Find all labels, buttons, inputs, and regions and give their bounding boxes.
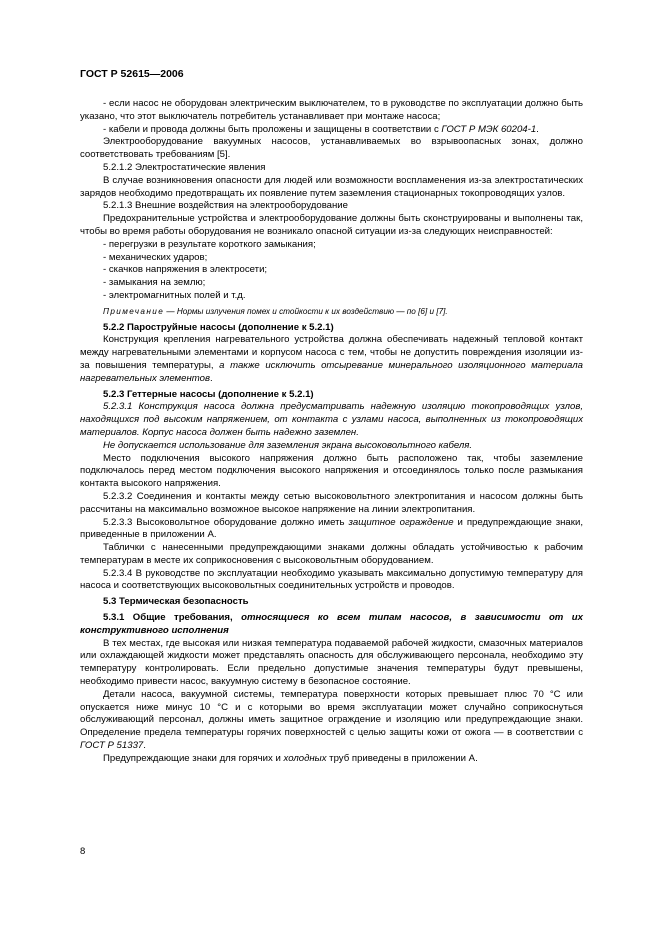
paragraph	[80, 517, 583, 543]
document-body	[80, 98, 583, 766]
paragraph	[80, 491, 583, 517]
paragraph	[80, 200, 583, 213]
text-run: - если насос не оборудован электрическим выключателем, то в руководстве по эксплуатации должно быть указано, что этот выключатель потребитель устанавливает при монтаже насоса;	[80, 98, 583, 122]
paragraph	[80, 124, 583, 137]
text-run: ГОСТ Р 51337	[80, 740, 144, 752]
paragraph	[80, 689, 583, 753]
text-run: 5.3.1 Общие требования,	[103, 612, 242, 624]
text-run: Конструкция крепления нагревательного устройства должна обеспечивать надежный тепловой контакт между нагревательными элементами и корпусом насоса с тем, чтобы не допустить повреждения изоляции из-за повышения температуры,	[80, 334, 583, 371]
paragraph	[80, 453, 583, 491]
paragraph	[80, 136, 583, 162]
text-run: - замыкания на землю;	[103, 277, 206, 289]
text-run: — Нормы излучения помех и стойкости к их воздействию — по [6] и [7].	[164, 306, 448, 316]
text-run: 5.2.3.4 В руководстве по эксплуатации необходимо указывать максимально допустимую температуру для насоса и соответствующих высоковольтных соединительных устройств и проводов.	[80, 567, 583, 592]
text-run: Детали насоса, вакуумной системы, температура поверхности которых превышает плюс 70 °С или опускается ниже минус 10 °С и с которыми во время эксплуатации может случайно соприкоснуться обслуживающий персонал, должны иметь защитное ограждение и изоляцию или предупреждающие знаки. Определение предела температуры горячих поверхностей с целью защиты кожи от ожога — в соответствии с	[80, 688, 583, 739]
paragraph	[80, 290, 583, 303]
section-heading	[80, 612, 583, 638]
text-run: а также исключить отсыревание минерального изоляционного материала нагревательных элементов	[80, 359, 583, 384]
text-run: Предохранительные устройства и электрооборудование должны быть сконструированы и выполнены так, чтобы во время работы оборудования не возникало опасной ситуации из-за следующих неисправностей:	[80, 213, 583, 237]
text-run: 5.2.3.1 Конструкция насоса должна предусматривать надежную изоляцию токопроводящих узлов, находящихся под высоким напряжением, от контакта с узлами насоса, выполненных из токопроводящих материалов. Корпус насоса должен быть надежно заземлен.	[80, 401, 583, 438]
paragraph	[80, 175, 583, 201]
section-heading	[80, 596, 583, 609]
text-run: - электромагнитных полей и т.д.	[103, 289, 246, 301]
text-run: Примечание	[103, 306, 165, 316]
paragraph	[80, 753, 583, 766]
text-run: - кабели и провода должны быть проложены и защищены в соответствии с	[103, 123, 442, 135]
paragraph	[80, 213, 583, 239]
text-run: .	[143, 740, 146, 752]
paragraph	[80, 638, 583, 689]
text-run: 5.2.3.2 Соединения и контакты между сетью высоковольтного электропитания и насосом должны быть рассчитаны на максимально возможное высокое напряжение на линии электропитания.	[80, 490, 583, 515]
paragraph	[80, 239, 583, 252]
section-heading	[80, 389, 583, 402]
text-run: 5.2.1.3 Внешние воздействия на электрооборудование	[103, 200, 349, 212]
text-run: .	[536, 123, 539, 135]
text-run: - перегрузки в результате короткого замыкания;	[103, 238, 316, 250]
paragraph	[80, 98, 583, 124]
text-run: Не допускается использование для заземления экрана высоковольтного кабеля.	[103, 439, 473, 451]
text-run: - скачков напряжения в электросети;	[103, 264, 268, 276]
text-run: Предупреждающие знаки для горячих и	[103, 752, 284, 764]
text-run: ГОСТ Р МЭК 60204-1	[441, 123, 537, 135]
note-paragraph	[80, 306, 583, 319]
paragraph	[80, 440, 583, 453]
text-run: .	[209, 372, 213, 384]
text-run: Электрооборудование вакуумных насосов, устанавливаемых во взрывоопасных зонах, должно соответствовать требованиям [5].	[80, 136, 583, 161]
text-run: 5.2.1.2 Электростатические явления	[103, 161, 266, 173]
text-run: труб приведены в приложении А.	[326, 752, 478, 764]
text-run: Таблички с нанесенными предупреждающими знаками должны обладать устойчивостью к рабочим температурам в месте их соприкосновения с высоковольтным оборудованием.	[80, 542, 583, 566]
text-run: холодных	[283, 752, 327, 764]
paragraph	[80, 264, 583, 277]
text-run: В тех местах, где высокая или низкая температура подаваемой рабочей жидкости, смазочных материалов или охлаждающей жидкости может представлять опасность для обслуживающего персонала, необходимо эту температуру контролировать. Если предельно допустимые значения температуры будут превышены, необходимо привести насос, вакуумную систему в безопасное состояние.	[80, 637, 583, 688]
text-run: 5.2.3.3 Высоковольтное оборудование должно иметь	[103, 516, 349, 528]
text-run: Место подключения высокого напряжения должно быть расположено так, чтобы заземление подключалось перед местом подключения высокого напряжения и отсоединялось только после размыкания контакта высокого напряжения.	[80, 452, 583, 490]
paragraph	[80, 401, 583, 439]
text-run: и предупреждающие знаки, приведенные в приложении А.	[80, 516, 583, 541]
paragraph	[80, 334, 583, 385]
text-run: защитное ограждение	[348, 516, 454, 528]
paragraph	[80, 162, 583, 175]
section-heading	[80, 322, 583, 335]
text-run: - механических ударов;	[103, 251, 208, 263]
text-run: 5.3 Термическая безопасность	[103, 596, 249, 608]
text-run: 5.2.3 Геттерные насосы (дополнение к 5.2.1)	[103, 388, 314, 400]
text-run: В случае возникновения опасности для людей или возможности воспламенения из-за электростатических зарядов необходимо предотвращать их появление путем заземления стационарных токопроводящих узлов.	[80, 174, 583, 199]
page-number: 8	[80, 846, 86, 857]
text-run: 5.2.2 Пароструйные насосы (дополнение к 5.2.1)	[103, 321, 334, 333]
document-header: ГОСТ Р 52615—2006	[80, 68, 184, 80]
paragraph	[80, 277, 583, 290]
paragraph	[80, 542, 583, 568]
paragraph	[80, 568, 583, 594]
text-run: относящиеся ко всем типам насосов, в зависимости от их конструктивного исполнения	[80, 612, 584, 636]
paragraph	[80, 252, 583, 265]
